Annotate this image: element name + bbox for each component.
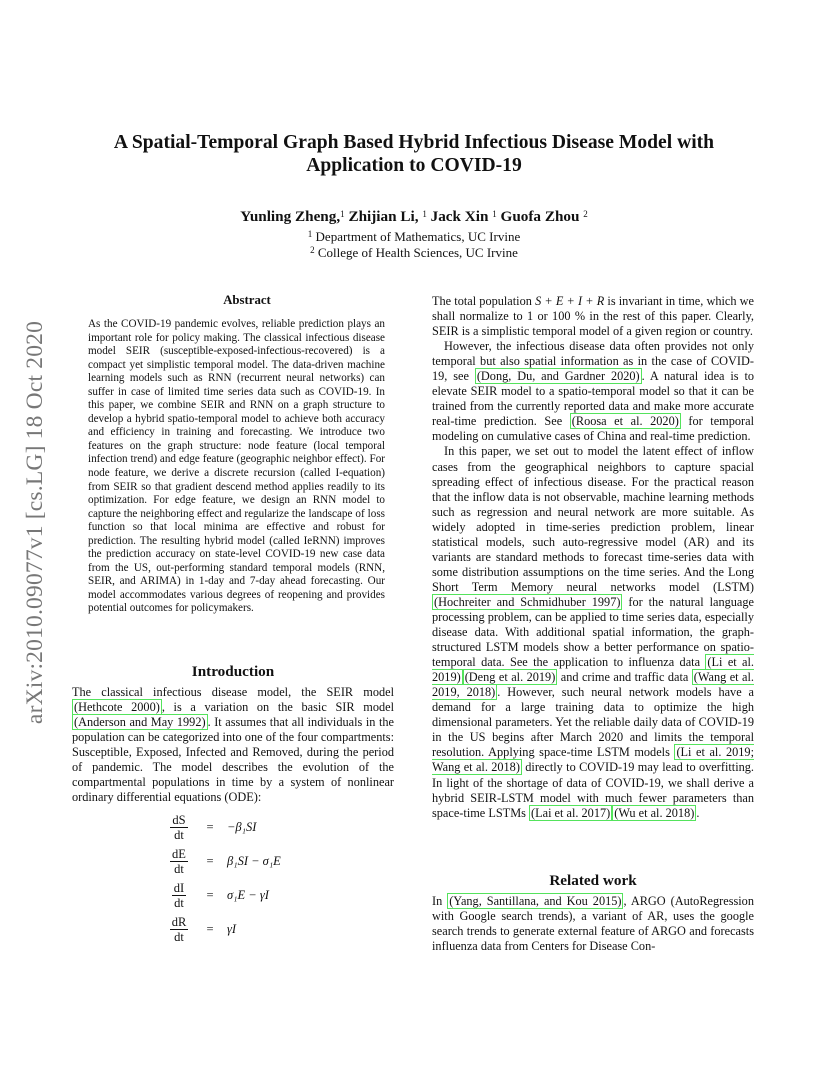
affiliation-text: College of Health Sciences, UC Irvine <box>317 245 518 260</box>
math-expression: S + E + I + R <box>535 294 605 308</box>
paragraph: However, the infectious disease data often provides not only temporal but also spatial information as in the case of COVID-19, see (Dong, Du, and Gardner 2020) . A natural idea is to elevate SEIR model to a spatio-temporal model so that it can be trained from the currently reported data and make more accurate real-time prediction. See (Roosa et al. 2020) for temporal modeling on cumulative cases of China and real-time prediction. <box>432 339 755 444</box>
citation-link[interactable]: (Hethcote 2000) <box>74 700 160 715</box>
abstract-heading: Abstract <box>223 293 271 307</box>
citation-link[interactable]: (Hochreiter and Schmidhuber 1997) <box>434 594 621 609</box>
introduction-heading: Introduction <box>191 663 275 680</box>
affiliation-mark: 1 <box>422 209 427 219</box>
citation-link[interactable]: (Anderson and May 1992) <box>74 715 206 730</box>
author-list <box>90 207 738 226</box>
citation-link[interactable]: (Yang, Santillana, and Kou 2015) <box>449 894 622 908</box>
affiliation <box>90 245 738 260</box>
seir-equations <box>165 810 385 946</box>
right-column-body <box>432 294 754 821</box>
affiliation-mark: 2 <box>310 245 315 255</box>
citation-link[interactable]: (Wang et al. 2019, 2018) <box>432 670 754 700</box>
equation-row: $\frac{dE}{dt}$ = β₁SI − σ₁E <box>172 846 281 876</box>
equation-row: $\frac{dR}{dt}$ = γI <box>171 914 237 944</box>
citation-link[interactable]: (Lai et al. 2017) <box>531 805 611 820</box>
equation-row: $\frac{dS}{dt}$ = −β₁SI <box>172 812 257 842</box>
equation-row: $\frac{dI}{dt}$ = σ₁E − γI <box>173 880 269 910</box>
affiliation-text: Department of Mathematics, UC Irvine <box>315 229 521 244</box>
related-work-heading: Related work <box>549 872 637 889</box>
arxiv-identifier: arXiv:2010.09077v1 [cs.LG] 18 Oct 2020 <box>22 320 49 725</box>
citation-link[interactable]: (Wu et al. 2018) <box>614 805 695 820</box>
citation-link[interactable]: (Dong, Du, and Gardner 2020) <box>476 369 640 384</box>
author-name: Jack Xin <box>430 208 489 225</box>
introduction-body <box>72 685 394 805</box>
author-name: Yunling Zheng, <box>240 208 341 225</box>
arxiv-sidebar <box>24 285 48 760</box>
abstract-body <box>88 318 385 616</box>
paragraph: The total population S + E + I + R is invariant in time, which we shall normalize to 1 or 100 % in the rest of this paper. Clearly, SEIR is a simplistic temporal model of a given region or country. <box>432 294 755 339</box>
affiliation <box>90 229 738 244</box>
author-name: Zhijian Li, <box>348 208 419 225</box>
citation-link[interactable]: (Li et al. 2019; Wang et al. 2018) <box>432 745 754 775</box>
affiliation-mark: 2 <box>583 209 588 219</box>
paragraph: The classical infectious disease model, the SEIR model (Hethcote 2000) , is a variation on the basic SIR model (Anderson and May 1992) . It assumes that all individuals in the population can be categorized into one of the four compartments: Susceptible, Exposed, Infected and Removed, during the period of pandemic. The model describes the evolution of the compartmental populations in time by a system of nonlinear ordinary differential equations (ODE): <box>72 685 394 805</box>
citation-link[interactable]: (Li et al. 2019) <box>432 655 755 685</box>
abstract-text: As the COVID-19 pandemic evolves, reliable prediction plays an important role for policy making. The classical infectious disease model SEIR (susceptible-exposed-infectious-recovered) is a compact yet simplistic temporal model. The data-driven machine learning models such as RNN (recurrent neural networks) can suffer in case of limited time series data such as COVID-19. In this paper, we combine SEIR and RNN on a graph structure to develop a hybrid spatio-temporal model to achieve both accuracy and efficiency in training and forecasting. We introduce two features on the graph structure: node feature (local temporal infection trend) and edge feature (geographic neighbor effect). For node feature, we derive a discrete recursion (called I-equation) from SEIR so that gradient descend method applies readily to its optimization. For edge feature, we design an RNN model to capture the neighboring effect and regularize the landscape of loss function so that local minima are effective and robust for prediction. The resulting hybrid model (called IeRNN) improves the prediction accuracy on state-level COVID-19 new case data from the US, out-performing standard temporal models (RNN, SEIR, and ARIMA) in 1-day and 7-day ahead forecasting. Our model accommodates various degrees of reopening and provides potential outcomes for policymakers. <box>88 318 385 615</box>
paper-title: A Spatial-Temporal Graph Based Hybrid Infectious Disease Model with Application to COVID-19 <box>113 132 715 176</box>
citation-link[interactable]: (Roosa et al. 2020) <box>571 414 679 429</box>
paragraph: In this paper, we set out to model the latent effect of inflow cases from the geographical neighbors to capture spacial spreading effect of infectious disease. For the practical reason that the inflow data is not observable, machine learning methods such as regression and neural network are more suitable. As widely adopted in time-series prediction problem, linear statistical models, such auto-regressive model (AR) and its variants are standard methods to forecast time-series data with some distribution assumptions on the time series. And the Long Short Term Memory neural networks model (LSTM) (Hochreiter and Schmidhuber 1997) for the natural language processing problem, can be applied to time series data, especially disease data. With additional spatial information, the graph-structured LSTM models show a better performance on spatio-temporal data. See the application to influenza data (Li et al. 2019) (Deng et al. 2019) and crime and traffic data (Wang et al. 2019, 2018) . However, such neural network models have a demand for a large training data to optimize the high dimensional parameters. Yet the reliable daily data of COVID-19 in the US begins after March 2020 and limits the temporal resolution. Applying space-time LSTM models (Li et al. 2019; Wang et al. 2018) directly to COVID-19 may lead to overfitting. In light of the shortage of data of COVID-19, we shall derive a hybrid SEIR-LSTM model with much fewer parameters than space-time LSTMs (Lai et al. 2017) (Wu et al. 2018) . <box>432 444 755 820</box>
citation-link[interactable]: (Deng et al. 2019) <box>464 670 556 685</box>
paragraph: In (Yang, Santillana, and Kou 2015) , ARGO (AutoRegression with Google search trends), a variant of AR, uses the google search trends to generate external feature of ARGO and forecasts influenza data from Centers for Disease Con- <box>432 894 754 954</box>
related-work-body <box>432 894 754 954</box>
affiliation-mark: 1 <box>307 229 313 239</box>
affiliation-mark: 1 <box>492 209 497 219</box>
author-name: Guofa Zhou <box>500 208 580 225</box>
affiliation-mark: 1 <box>340 209 345 219</box>
